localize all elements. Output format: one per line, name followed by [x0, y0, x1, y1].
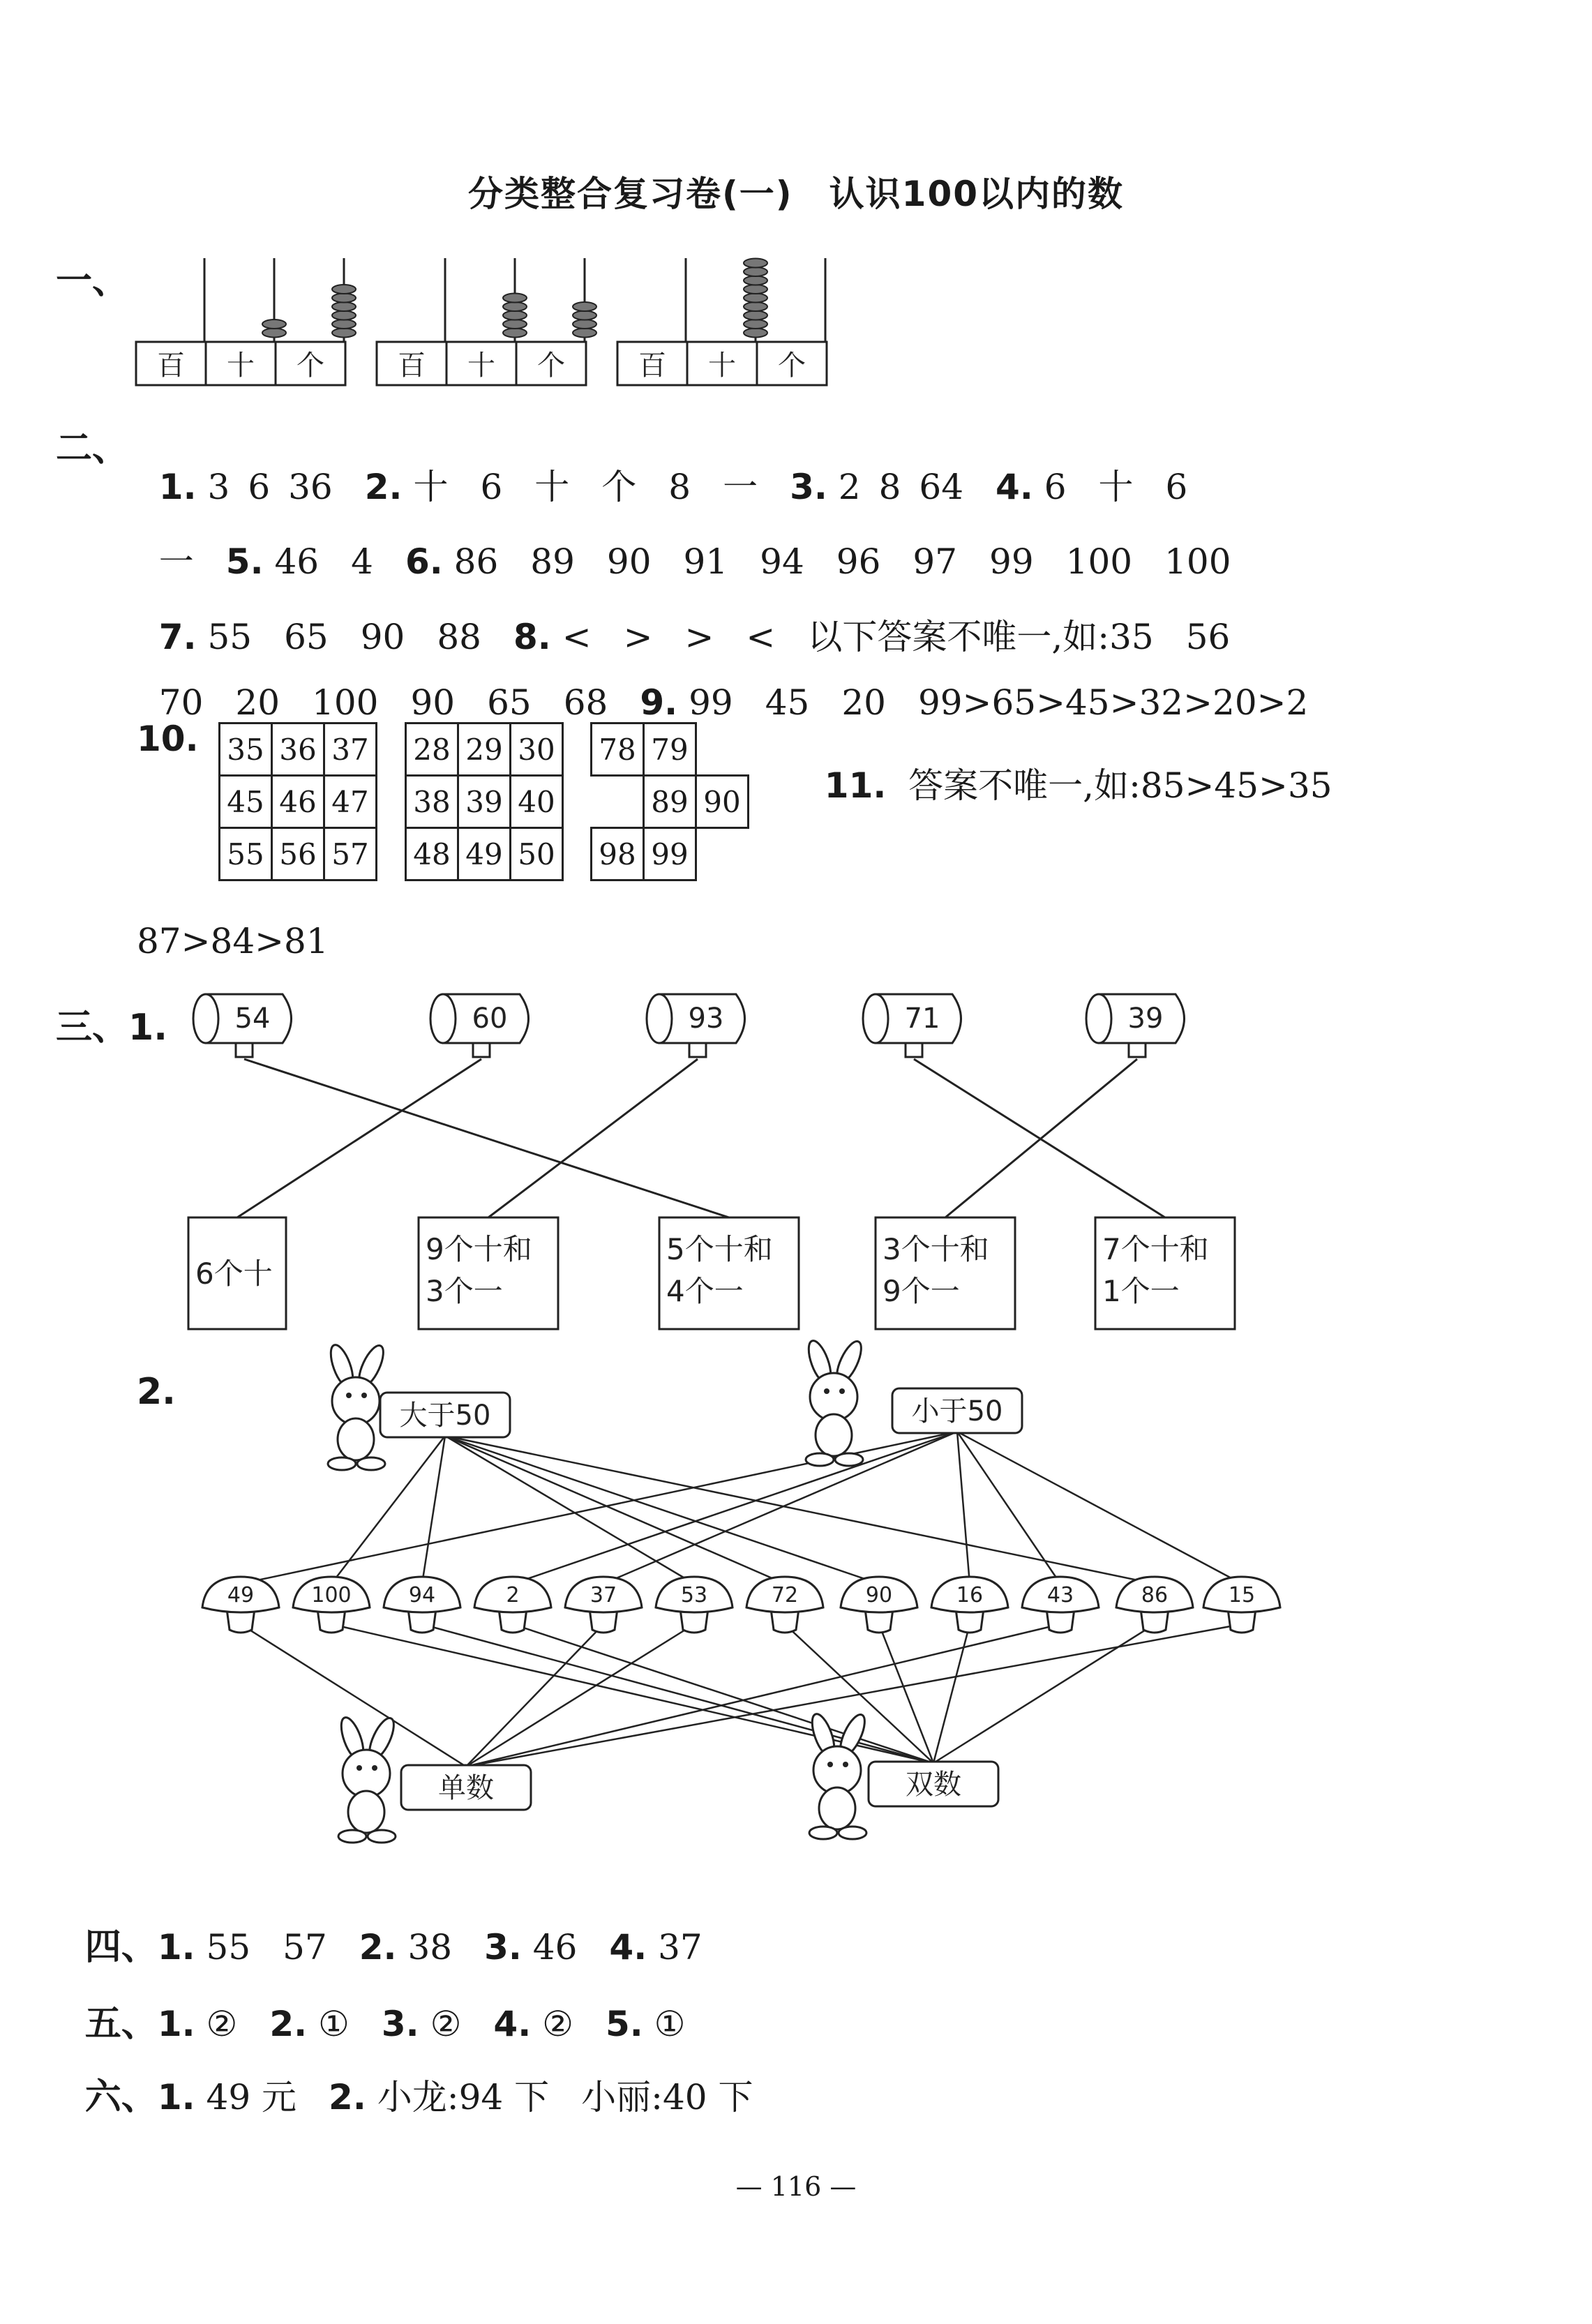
mushroom: [931, 1577, 1008, 1633]
abacus-label: 百: [638, 350, 666, 382]
number-can: [193, 994, 292, 1057]
grid-cell: [696, 828, 749, 880]
sort-line: [466, 1624, 1060, 1767]
abacus: [377, 258, 596, 385]
grid-cell: [592, 776, 644, 828]
grid-row: [592, 828, 749, 880]
grid-cell: 45: [220, 776, 272, 828]
grid-row: [592, 776, 749, 828]
grid-row: [592, 724, 749, 776]
rabbit-with-sign: [326, 1342, 510, 1470]
place-value-box: [188, 1217, 286, 1329]
grid-cell: 48: [406, 828, 458, 880]
sign-label: 小于50: [911, 1395, 1003, 1427]
abacus-label: 十: [227, 350, 255, 382]
grid-cell: 90: [696, 776, 749, 828]
abacus-bead: [573, 329, 596, 338]
grid-row: [220, 828, 377, 880]
abacus-bead: [262, 320, 286, 329]
abacus-bead: [573, 311, 596, 320]
sign-label: 大于50: [399, 1400, 491, 1432]
abacus-bead: [503, 320, 527, 329]
grid-cell: 99: [644, 828, 696, 880]
mushroom: [565, 1577, 642, 1633]
grid-cell: 35: [220, 724, 272, 776]
section-1-label: 一、: [56, 260, 129, 302]
place-value-box: [659, 1217, 799, 1329]
match-line: [914, 1059, 1165, 1217]
q11: 11. 答案不唯一,如:85>45>35: [824, 765, 1332, 806]
section-4: 四、1. 55 57 2. 38 3. 46 4. 37: [84, 1926, 703, 1968]
sort-line: [445, 1436, 785, 1584]
sort-line: [513, 1432, 957, 1584]
grid-cell: 30: [511, 724, 563, 776]
abacus-bead: [503, 329, 527, 338]
mushroom-number: 94: [408, 1583, 436, 1607]
box-text: 3个十和: [883, 1232, 989, 1266]
rabbit-body: [338, 1418, 374, 1460]
mushroom-number: 49: [227, 1583, 255, 1607]
page-title: 分类整合复习卷(一) 认识100以内的数: [467, 174, 1125, 214]
box-text: 4个一: [666, 1274, 744, 1308]
grid-cell: 55: [220, 828, 272, 880]
mushroom: [384, 1577, 460, 1633]
rabbit-eye: [346, 1393, 352, 1398]
can-tab: [236, 1043, 253, 1057]
mushroom-number: 16: [956, 1583, 984, 1607]
abacus-bead: [744, 276, 767, 285]
grid-cell: 78: [592, 724, 644, 776]
section-2-label: 二、: [56, 428, 129, 470]
sort-line: [422, 1436, 445, 1584]
abacus-label: 十: [708, 350, 736, 382]
abacus-bead: [503, 302, 527, 311]
rabbit-body: [816, 1414, 852, 1456]
box-text: 9个一: [883, 1274, 960, 1308]
mushroom-number: 90: [865, 1583, 893, 1607]
abacus-bead: [744, 302, 767, 311]
abacus-bead: [573, 302, 596, 311]
rabbit-foot: [835, 1453, 863, 1466]
can-number: 71: [904, 1003, 940, 1035]
abacus-bead: [744, 294, 767, 303]
abacus-bead: [332, 311, 356, 320]
abacus-bead: [744, 320, 767, 329]
section-6: 六、1. 49 元 2. 小龙:94 下 小丽:40 下: [84, 2076, 753, 2118]
place-value-box: [1095, 1217, 1235, 1329]
match-line: [488, 1059, 698, 1217]
abacus-bead: [503, 294, 527, 303]
abacus: [136, 258, 356, 385]
mushroom: [1203, 1577, 1280, 1633]
can-number: 93: [688, 1003, 724, 1035]
grid-cell: 39: [458, 776, 511, 828]
rabbit-foot: [806, 1453, 834, 1466]
grid-cell: 28: [406, 724, 458, 776]
can-tab: [473, 1043, 490, 1057]
grid-row: [220, 724, 377, 776]
can-number: 39: [1127, 1003, 1164, 1035]
s2-line-4: 70 20 100 90 65 68 9. 99 45 20 99>65>45>32>20>2: [158, 682, 1309, 723]
box-text: 5个十和: [666, 1232, 773, 1266]
grid-cell: 56: [272, 828, 324, 880]
mushroom-number: 43: [1046, 1583, 1074, 1607]
abacus-bead: [744, 259, 767, 268]
abacus-bead: [332, 302, 356, 311]
rabbit-eye: [827, 1762, 833, 1767]
rabbit-body: [819, 1787, 855, 1829]
rabbit-eye: [824, 1388, 829, 1394]
matching-diagrams: [0, 977, 1592, 1884]
abacus-bead: [332, 320, 356, 329]
number-can: [430, 994, 529, 1057]
can-lid: [430, 994, 456, 1043]
mushroom-number: 72: [771, 1583, 799, 1607]
s2-line-2: 一 5. 46 4 6. 86 89 90 91 94 96 97 99 100 100: [158, 541, 1231, 582]
abacus-bead: [332, 294, 356, 303]
rabbit-foot: [839, 1827, 866, 1839]
mushroom-number: 15: [1228, 1583, 1256, 1607]
sort-line: [445, 1436, 694, 1584]
number-grid-1: [218, 722, 377, 881]
number-grid-3: [590, 722, 749, 881]
sort-line: [933, 1624, 1155, 1763]
rabbit-foot: [328, 1457, 356, 1470]
abacus-label: 个: [537, 350, 565, 382]
rabbit-eye: [356, 1765, 362, 1771]
abacus-label: 个: [778, 350, 806, 382]
rabbit-with-sign: [337, 1715, 531, 1843]
grid-cell: 57: [324, 828, 377, 880]
abacus-label: 个: [296, 350, 324, 382]
sign-label: 双数: [906, 1769, 961, 1801]
mushroom: [1022, 1577, 1099, 1633]
grid-cell: 40: [511, 776, 563, 828]
mushroom: [746, 1577, 823, 1633]
section-3-label: 三、1.: [56, 1007, 167, 1049]
mushroom-number: 86: [1141, 1583, 1169, 1607]
rabbit-eye: [843, 1762, 848, 1767]
grid-row: [220, 776, 377, 828]
number-can: [863, 994, 961, 1057]
place-value-box: [876, 1217, 1015, 1329]
s2-continuation: 87>84>81: [137, 921, 329, 961]
abacus-label: 十: [467, 350, 495, 382]
abacus-label: 百: [157, 350, 185, 382]
mushroom: [202, 1577, 279, 1633]
can-tab: [906, 1043, 922, 1057]
box-text: 9个十和: [426, 1232, 532, 1266]
grid-cell: 47: [324, 776, 377, 828]
mushroom: [293, 1577, 370, 1633]
sort-line: [513, 1624, 933, 1763]
grid-cell: 89: [644, 776, 696, 828]
mushroom-number: 53: [680, 1583, 708, 1607]
can-number: 60: [472, 1003, 508, 1035]
abacus-label: 百: [398, 350, 426, 382]
mushroom-number: 100: [311, 1583, 352, 1607]
grid-cell: 29: [458, 724, 511, 776]
sort-line: [933, 1624, 970, 1763]
grid-cell: 98: [592, 828, 644, 880]
grid-cell: 79: [644, 724, 696, 776]
grid-row: [406, 828, 563, 880]
number-grid-2: [405, 722, 564, 881]
abacus-bead: [744, 267, 767, 276]
s2-line-3: 7. 55 65 90 88 8. < > > < 以下答案不唯一,如:35 56: [158, 617, 1231, 657]
grid-cell: 36: [272, 724, 324, 776]
mushroom: [474, 1577, 551, 1633]
can-lid: [647, 994, 672, 1043]
abacus-bead: [744, 311, 767, 320]
abacus-bead: [332, 329, 356, 338]
mushroom: [656, 1577, 733, 1633]
q10-label: 10.: [137, 719, 199, 759]
section-5: 五、1. ② 2. ① 3. ② 4. ② 5. ①: [84, 2003, 686, 2045]
match-line: [244, 1059, 729, 1217]
sort-line: [957, 1432, 1242, 1584]
can-lid: [1086, 994, 1111, 1043]
can-lid: [193, 994, 218, 1043]
grid-cell: 37: [324, 724, 377, 776]
grid-cell: 38: [406, 776, 458, 828]
s2-line-1: 1. 3 6 36 2. 十 6 十 个 8 一 3. 2 8 64 4. 6 十 6: [158, 467, 1188, 507]
abacus: [617, 258, 827, 385]
can-lid: [863, 994, 888, 1043]
rabbit-eye: [839, 1388, 845, 1394]
grid-cell: 49: [458, 828, 511, 880]
s3-q2-label: 2.: [137, 1371, 176, 1413]
place-value-box: [419, 1217, 558, 1329]
abacus-bead: [262, 329, 286, 338]
abacus-diagrams: [126, 251, 851, 391]
sort-line: [879, 1624, 933, 1763]
box-text: 1个一: [1102, 1274, 1180, 1308]
can-number: 54: [234, 1003, 271, 1035]
page-number: — 116 —: [735, 2171, 857, 2202]
number-can: [647, 994, 745, 1057]
rabbit-foot: [809, 1827, 837, 1839]
number-can: [1086, 994, 1185, 1057]
abacus-bead: [332, 285, 356, 294]
sort-line: [957, 1432, 970, 1584]
rabbit-foot: [338, 1830, 366, 1843]
sort-line: [445, 1436, 1155, 1584]
mushroom-number: 37: [590, 1583, 617, 1607]
match-line: [945, 1059, 1137, 1217]
rabbit-body: [348, 1791, 384, 1833]
rabbit-eye: [361, 1393, 367, 1398]
match-line: [237, 1059, 481, 1217]
grid-cell: [696, 724, 749, 776]
mushroom: [1116, 1577, 1193, 1633]
box-text: 7个十和: [1102, 1232, 1209, 1266]
abacus-bead: [573, 320, 596, 329]
grid-cell: 50: [511, 828, 563, 880]
rabbit-foot: [357, 1457, 385, 1470]
grid-row: [406, 724, 563, 776]
can-tab: [689, 1043, 706, 1057]
rabbit-eye: [372, 1765, 377, 1771]
mushroom: [841, 1577, 917, 1633]
sign-label: 单数: [438, 1772, 494, 1804]
abacus-bead: [744, 285, 767, 294]
box-text: 3个一: [426, 1274, 503, 1308]
rabbit-foot: [368, 1830, 396, 1843]
abacus-bead: [503, 311, 527, 320]
can-tab: [1129, 1043, 1146, 1057]
mushroom-number: 2: [506, 1583, 520, 1607]
grid-cell: 46: [272, 776, 324, 828]
abacus-bead: [744, 329, 767, 338]
box-text: 6个十: [195, 1257, 273, 1291]
grid-row: [406, 776, 563, 828]
